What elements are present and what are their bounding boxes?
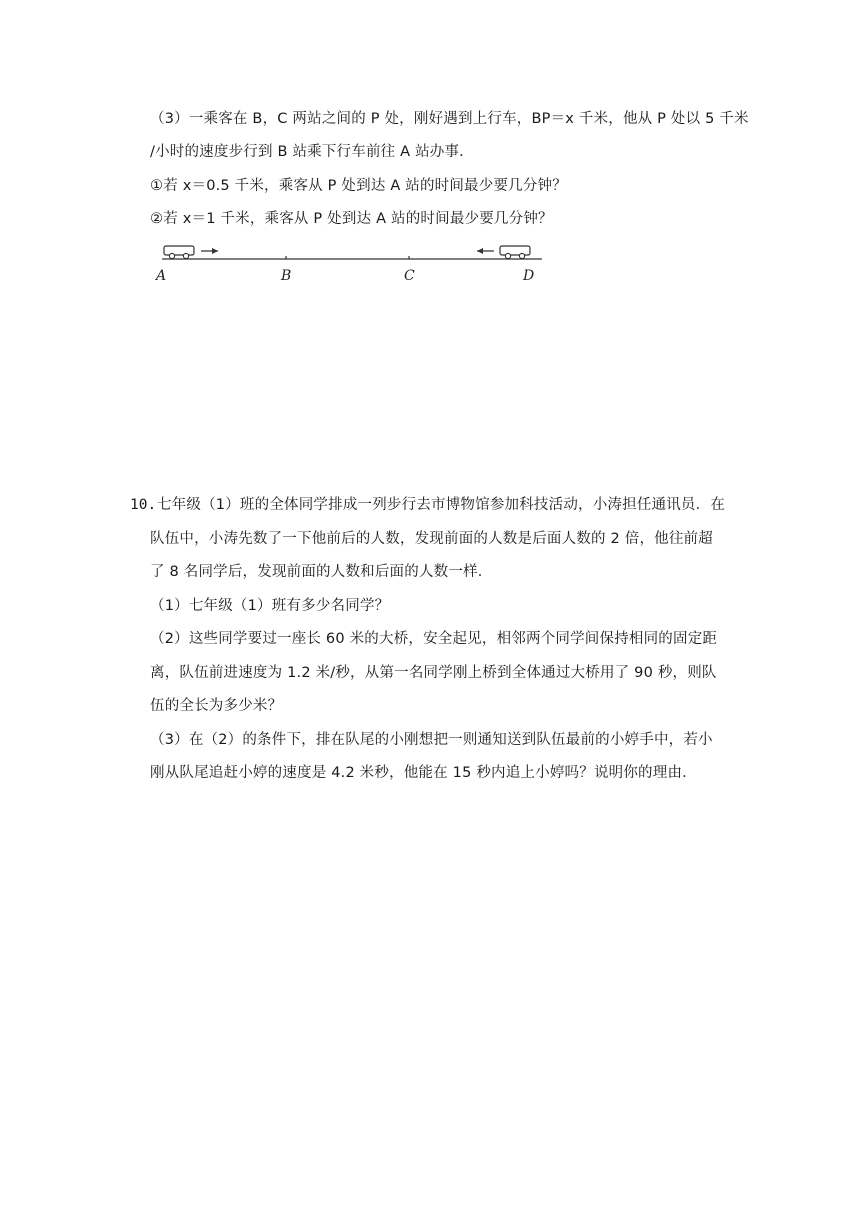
part3-line2: /小时的速度步行到 B 站乘下行车前往 A 站办事． bbox=[150, 144, 474, 160]
label-b: B bbox=[281, 268, 292, 284]
label-c: C bbox=[404, 268, 415, 284]
problem10-sub1: （1）七年级（1）班有多少名同学？ bbox=[150, 598, 390, 614]
part3-question2: ②若 x＝1 千米，乘客从 P 处到达 A 站的时间最少要几分钟？ bbox=[150, 211, 553, 227]
part3-line1: （3）一乘客在 B，C 两站之间的 P 处，刚好遇到上行车，BP＝x 千米，他从 P 处以 5 千米 bbox=[150, 111, 749, 127]
problem10-sub2-line3: 伍的全长为多少米？ bbox=[150, 698, 283, 714]
problem10-number: 10. bbox=[130, 497, 157, 513]
arrow-right-icon bbox=[201, 248, 218, 254]
problem10-sub3-line2: 刚从队尾追赶小婷的速度是 4.2 米秒，他能在 15 秒内追上小婷吗？说明你的理由． bbox=[150, 765, 697, 781]
train-right-icon bbox=[500, 246, 530, 259]
train-left-icon bbox=[164, 246, 194, 259]
problem10-line1: 七年级（1）班的全体同学排成一列步行去市博物馆参加科技活动，小涛担任通讯员．在 bbox=[157, 497, 726, 513]
problem10-sub2-line1: （2）这些同学要过一座长 60 米的大桥，安全起见，相邻两个同学间保持相同的固定距 bbox=[150, 631, 718, 647]
arrow-left-icon bbox=[477, 248, 494, 254]
problem10-sub2-line2: 离，队伍前进速度为 1.2 米/秒，从第一名同学刚上桥到全体通过大桥用了 90 秒，则队 bbox=[150, 665, 717, 681]
problem10-line2: 队伍中，小涛先数了一下他前后的人数，发现前面的人数是后面人数的 2 倍，他往前超 bbox=[150, 531, 713, 547]
label-d: D bbox=[523, 268, 535, 284]
problem10-sub3-line1: （3）在（2）的条件下，排在队尾的小刚想把一则通知送到队伍最前的小婷手中，若小 bbox=[150, 732, 713, 748]
track-diagram-svg bbox=[150, 238, 550, 288]
label-a: A bbox=[156, 268, 167, 284]
part3-question1: ①若 x＝0.5 千米，乘客从 P 处到达 A 站的时间最少要几分钟？ bbox=[150, 178, 567, 194]
track-diagram bbox=[150, 238, 550, 288]
problem10-line3: 了 8 名同学后，发现前面的人数和后面的人数一样． bbox=[150, 564, 493, 580]
